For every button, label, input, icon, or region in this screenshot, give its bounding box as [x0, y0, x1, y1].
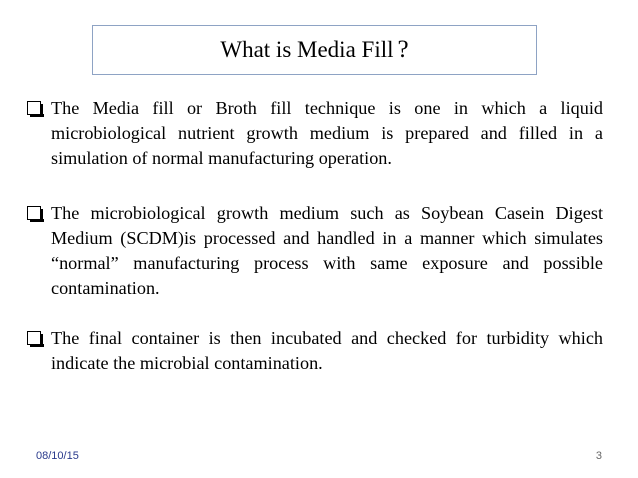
bullet-text: The final container is then incubated and checked for turbidity which indicate the microbial contamination.	[51, 328, 603, 373]
slide-title-box	[92, 25, 537, 75]
bullet-item	[27, 96, 603, 171]
bullet-text: The microbiological growth medium such as Soybean Casein Digest Medium (SCDM)is processed and handled in a manner which simulates “normal” manufacturing process with same exposure and possible contamination.	[51, 203, 603, 298]
checkbox-bullet-icon	[27, 206, 41, 220]
footer-date: 08/10/15	[36, 450, 79, 462]
bullet-text: The Media fill or Broth fill technique is one in which a liquid microbiological nutrient growth medium is prepared and filled in a simulation of normal manufacturing operation.	[51, 98, 603, 168]
slide-title-question-mark: ?	[397, 36, 409, 63]
bullet-item	[27, 326, 603, 376]
page-number: 3	[595, 450, 602, 462]
bullet-item	[27, 201, 603, 301]
checkbox-bullet-icon	[27, 331, 41, 345]
checkbox-bullet-icon	[27, 101, 41, 115]
slide-title: What is Media Fill	[220, 37, 394, 62]
